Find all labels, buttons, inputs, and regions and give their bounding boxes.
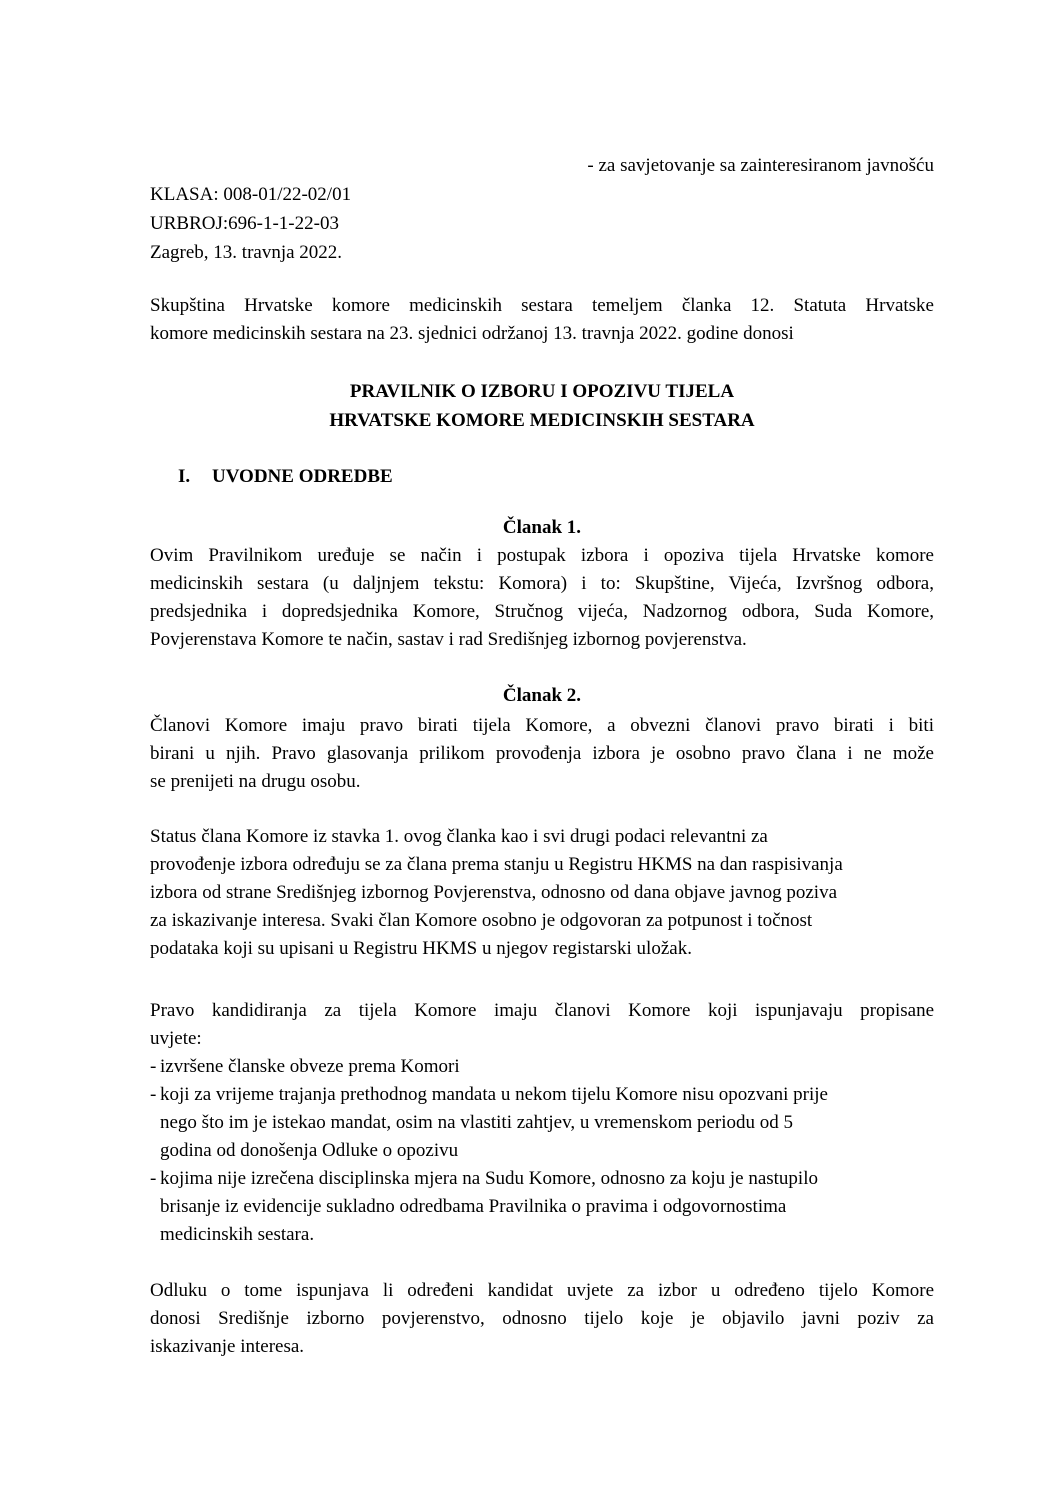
list-dash: - (150, 1168, 157, 1189)
list-item (150, 1053, 934, 1081)
section-heading (178, 463, 393, 491)
paragraph-line: Članovi Komore imaju pravo birati tijela Komore, a obvezni članovi pravo birati i biti (150, 715, 934, 736)
list-item (150, 1165, 934, 1249)
list-item-line: kojima nije izrečena disciplinska mjera na Sudu Komore, odnosno za koju je nastupilo (160, 1168, 818, 1189)
title-line: PRAVILNIK O IZBORU I OPOZIVU TIJELA (349, 381, 735, 402)
list-item-line: koji za vrijeme trajanja prethodnog mandata u nekom tijelu Komore nisu opozvani prije (160, 1084, 828, 1105)
article-1-heading: Članak 1. (502, 517, 582, 538)
paragraph-line: izbora od strane Središnjeg izbornog Povjerenstva, odnosno od dana objave javnog poziva (150, 882, 837, 903)
document-title (150, 377, 934, 435)
urbroj-line: URBROJ:696-1-1-22-03 (150, 213, 339, 234)
paragraph-line: Odluku o tome ispunjava li određeni kandidat uvjete za izbor u određeno tijelo Komore (150, 1280, 934, 1301)
list-item-line: nego što im je istekao mandat, osim na vlastiti zahtjev, u vremenskom periodu od 5 (160, 1112, 794, 1133)
article-2-paragraph-4 (150, 1277, 934, 1361)
article-1-line: Povjerenstava Komore te način, sastav i rad Središnjeg izbornog povjerenstva. (150, 629, 747, 650)
list-dash: - (150, 1056, 157, 1077)
list-item-line: brisanje iz evidencije sukladno odredbama Pravilnika o pravima i odgovornostima (160, 1196, 787, 1217)
article-2-paragraph-3 (150, 997, 934, 1053)
paragraph-line: uvjete: (150, 1028, 202, 1049)
section-number: I. (178, 466, 191, 487)
list-dash: - (150, 1084, 157, 1105)
document-reference-block (150, 180, 351, 267)
list-item-line: medicinskih sestara. (160, 1224, 315, 1245)
consultation-note: - za savjetovanje sa zainteresiranom javnošću (587, 155, 934, 176)
preamble (150, 292, 934, 348)
paragraph-line: Status člana Komore iz stavka 1. ovog članka kao i svi drugi podaci relevantni za (150, 826, 768, 847)
paragraph-line: podataka koji su upisani u Registru HKMS u njegov registarski uložak. (150, 938, 692, 959)
paragraph-line: birani u njih. Pravo glasovanja prilikom provođenja izbora je osobno pravo člana i ne može (150, 743, 934, 764)
article-1-text (150, 542, 934, 654)
title-line: HRVATSKE KOMORE MEDICINSKIH SESTARA (329, 410, 755, 431)
preamble-line: Skupština Hrvatske komore medicinskih sestara temeljem članka 12. Statuta Hrvatske (150, 295, 934, 316)
section-title: UVODNE ODREDBE (212, 466, 393, 487)
paragraph-line: provođenje izbora određuju se za člana prema stanju u Registru HKMS na dan raspisivanja (150, 854, 843, 875)
article-1-line: predsjednika i dopredsjednika Komore, Stručnog vijeća, Nadzornog odbora, Suda Komore, (150, 601, 934, 622)
paragraph-line: za iskazivanje interesa. Svaki član Komore osobno je odgovoran za potpunost i točnost (150, 910, 813, 931)
paragraph-line: se prenijeti na drugu osobu. (150, 771, 361, 792)
place-date-line: Zagreb, 13. travnja 2022. (150, 242, 343, 263)
article-2-heading: Članak 2. (502, 685, 582, 706)
list-item-line: izvršene članske obveze prema Komori (160, 1056, 460, 1077)
article-2-paragraph-1 (150, 712, 934, 796)
list-item (150, 1081, 934, 1165)
article-2-paragraph-2 (150, 823, 934, 963)
article-1-line: Ovim Pravilnikom uređuje se način i postupak izbora i opoziva tijela Hrvatske komore (150, 545, 934, 566)
paragraph-line: iskazivanje interesa. (150, 1336, 305, 1357)
paragraph-line: donosi Središnje izborno povjerenstvo, odnosno tijelo koje je objavilo javni poziv za (150, 1308, 934, 1329)
list-item-line: godina od donošenja Odluke o opozivu (160, 1140, 459, 1161)
klasa-line: KLASA: 008-01/22-02/01 (150, 184, 352, 205)
article-1-line: medicinskih sestara (u daljnjem tekstu: Komora) i to: Skupštine, Vijeća, Izvršnog odbora, (150, 573, 934, 594)
preamble-line: komore medicinskih sestara na 23. sjednici održanoj 13. travnja 2022. godine donosi (150, 323, 794, 344)
paragraph-line: Pravo kandidiranja za tijela Komore imaju članovi Komore koji ispunjavaju propisane (150, 1000, 934, 1021)
